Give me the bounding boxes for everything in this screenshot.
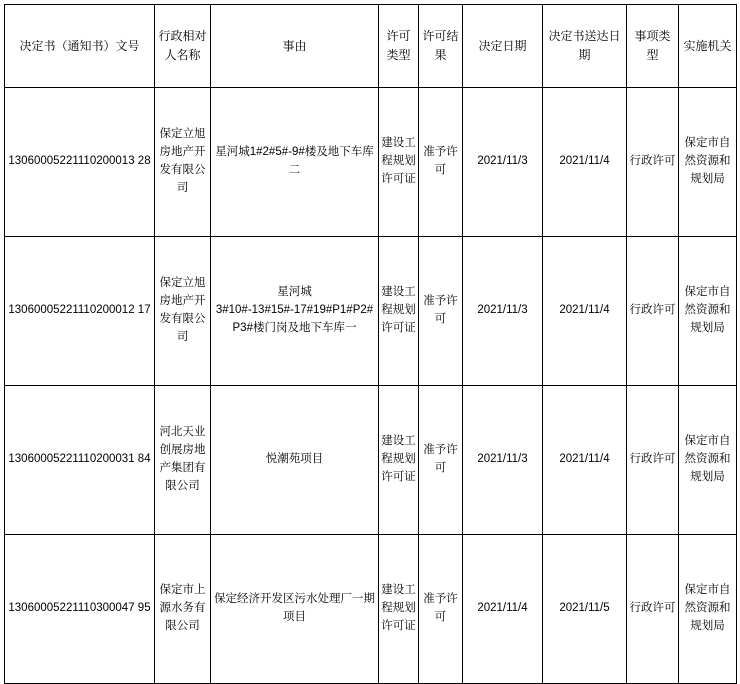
- administrative-permit-table: [4, 4, 737, 684]
- cell-doc-number: 13060005221110200013 28: [5, 88, 155, 237]
- cell-permit-type: 建设工程规划许可证: [379, 386, 419, 535]
- cell-doc-number: 13060005221110200012 17: [5, 237, 155, 386]
- cell-reason: 保定经济开发区污水处理厂一期项目: [211, 535, 379, 684]
- cell-permit-result: 准予许可: [419, 88, 463, 237]
- cell-matter-type: 行政许可: [627, 535, 679, 684]
- column-header-permit-type: 许可类型: [379, 5, 419, 88]
- column-header-matter-type: 事项类型: [627, 5, 679, 88]
- table-row: [5, 386, 737, 535]
- column-header-permit-result: 许可结果: [419, 5, 463, 88]
- cell-permit-type: 建设工程规划许可证: [379, 88, 419, 237]
- cell-permit-result: 准予许可: [419, 386, 463, 535]
- cell-delivery-date: 2021/11/4: [543, 237, 627, 386]
- cell-decision-date: 2021/11/3: [463, 237, 543, 386]
- table-header-row: [5, 5, 737, 88]
- cell-matter-type: 行政许可: [627, 88, 679, 237]
- cell-doc-number: 13060005221110300047 95: [5, 535, 155, 684]
- cell-permit-result: 准予许可: [419, 535, 463, 684]
- table-body: [5, 88, 737, 684]
- table-row: [5, 535, 737, 684]
- cell-permit-result: 准予许可: [419, 237, 463, 386]
- column-header-decision-date: 决定日期: [463, 5, 543, 88]
- cell-organ: 保定市自然资源和规划局: [679, 88, 737, 237]
- cell-reason: 星河城1#2#5#-9#楼及地下车库二: [211, 88, 379, 237]
- cell-decision-date: 2021/11/3: [463, 88, 543, 237]
- table-header: [5, 5, 737, 88]
- cell-person: 河北天业创展房地产集团有限公司: [155, 386, 211, 535]
- column-header-reason: 事由: [211, 5, 379, 88]
- cell-organ: 保定市自然资源和规划局: [679, 535, 737, 684]
- cell-decision-date: 2021/11/4: [463, 535, 543, 684]
- cell-permit-type: 建设工程规划许可证: [379, 535, 419, 684]
- cell-delivery-date: 2021/11/5: [543, 535, 627, 684]
- cell-delivery-date: 2021/11/4: [543, 386, 627, 535]
- column-header-doc-number: 决定书（通知书）文号: [5, 5, 155, 88]
- cell-person: 保定市上源水务有限公司: [155, 535, 211, 684]
- cell-delivery-date: 2021/11/4: [543, 88, 627, 237]
- cell-reason: 星河城3#10#-13#15#-17#19#P1#P2#P3#楼门岗及地下车库一: [211, 237, 379, 386]
- cell-organ: 保定市自然资源和规划局: [679, 237, 737, 386]
- table-row: [5, 88, 737, 237]
- column-header-delivery-date: 决定书送达日期: [543, 5, 627, 88]
- column-header-person: 行政相对人名称: [155, 5, 211, 88]
- cell-reason: 悦潮苑项目: [211, 386, 379, 535]
- cell-organ: 保定市自然资源和规划局: [679, 386, 737, 535]
- cell-person: 保定立旭房地产开发有限公司: [155, 237, 211, 386]
- cell-matter-type: 行政许可: [627, 237, 679, 386]
- cell-doc-number: 13060005221110200031 84: [5, 386, 155, 535]
- table-row: [5, 237, 737, 386]
- column-header-organ: 实施机关: [679, 5, 737, 88]
- cell-permit-type: 建设工程规划许可证: [379, 237, 419, 386]
- cell-decision-date: 2021/11/3: [463, 386, 543, 535]
- cell-person: 保定立旭房地产开发有限公司: [155, 88, 211, 237]
- cell-matter-type: 行政许可: [627, 386, 679, 535]
